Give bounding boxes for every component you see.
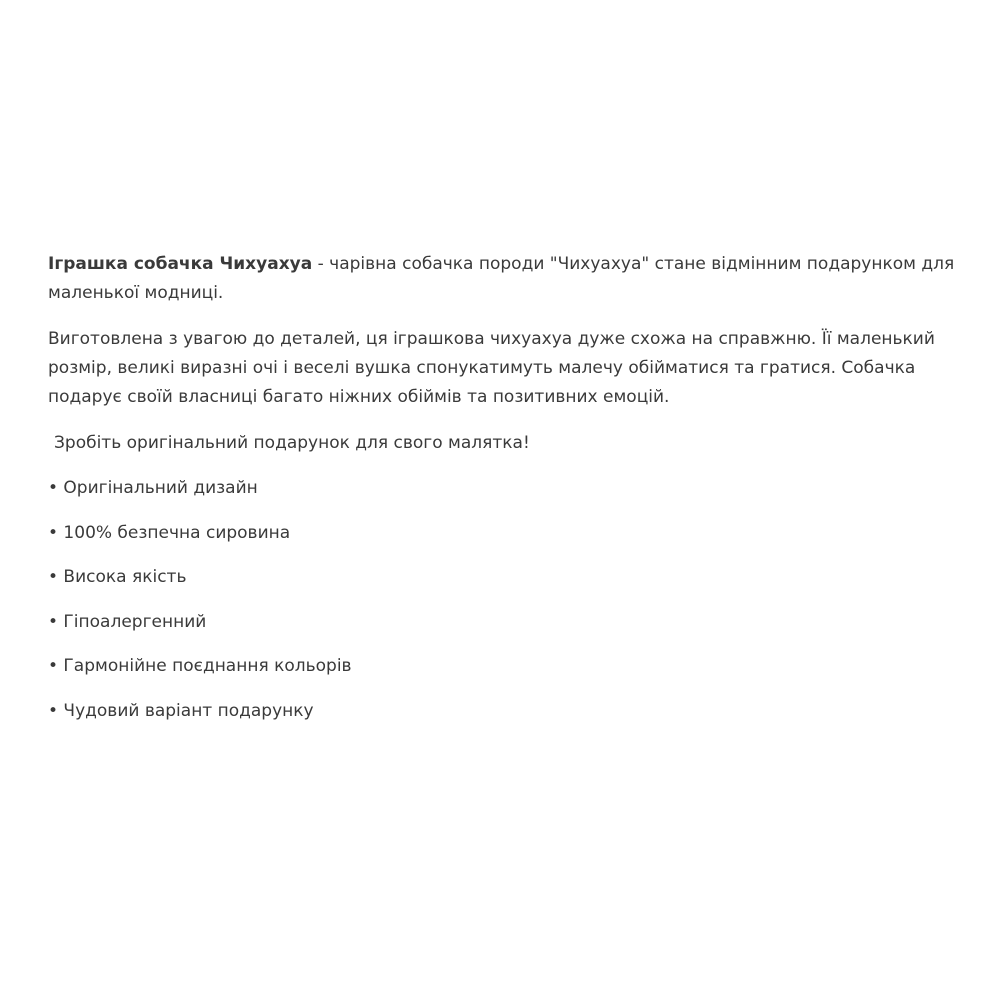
feature-item: • Гіпоалергенний — [48, 611, 207, 632]
feature-item: • 100% безпечна сировина — [48, 522, 291, 543]
product-description — [48, 250, 978, 741]
feature-item: • Гармонійне поєднання кольорів — [48, 656, 352, 676]
intro-text: - чарівна собачка породи "Чихуахуа" стане відмінним подарунком для маленької модниці. — [48, 254, 955, 303]
features-list — [48, 474, 978, 726]
call-to-action: Зробіть оригінальний подарунок для свого малятка! — [54, 433, 530, 453]
description-paragraph: Виготовлена з увагою до деталей, ця іграшкова чихуахуа дуже схожа на справжню. Її маленький розмір, великі виразні очі і веселі вушка спонукатимуть малечу обійматися та гратися. Собачка подарує своїй власниці багато ніжних обіймів та позитивних емоцій. — [48, 329, 935, 407]
intro-paragraph — [48, 250, 978, 308]
feature-item: • Висока якість — [48, 567, 187, 587]
feature-item: • Оригінальний дизайн — [48, 478, 258, 498]
product-title: Іграшка собачка Чихуахуа — [48, 254, 313, 274]
feature-item: • Чудовий варіант подарунку — [48, 700, 314, 721]
